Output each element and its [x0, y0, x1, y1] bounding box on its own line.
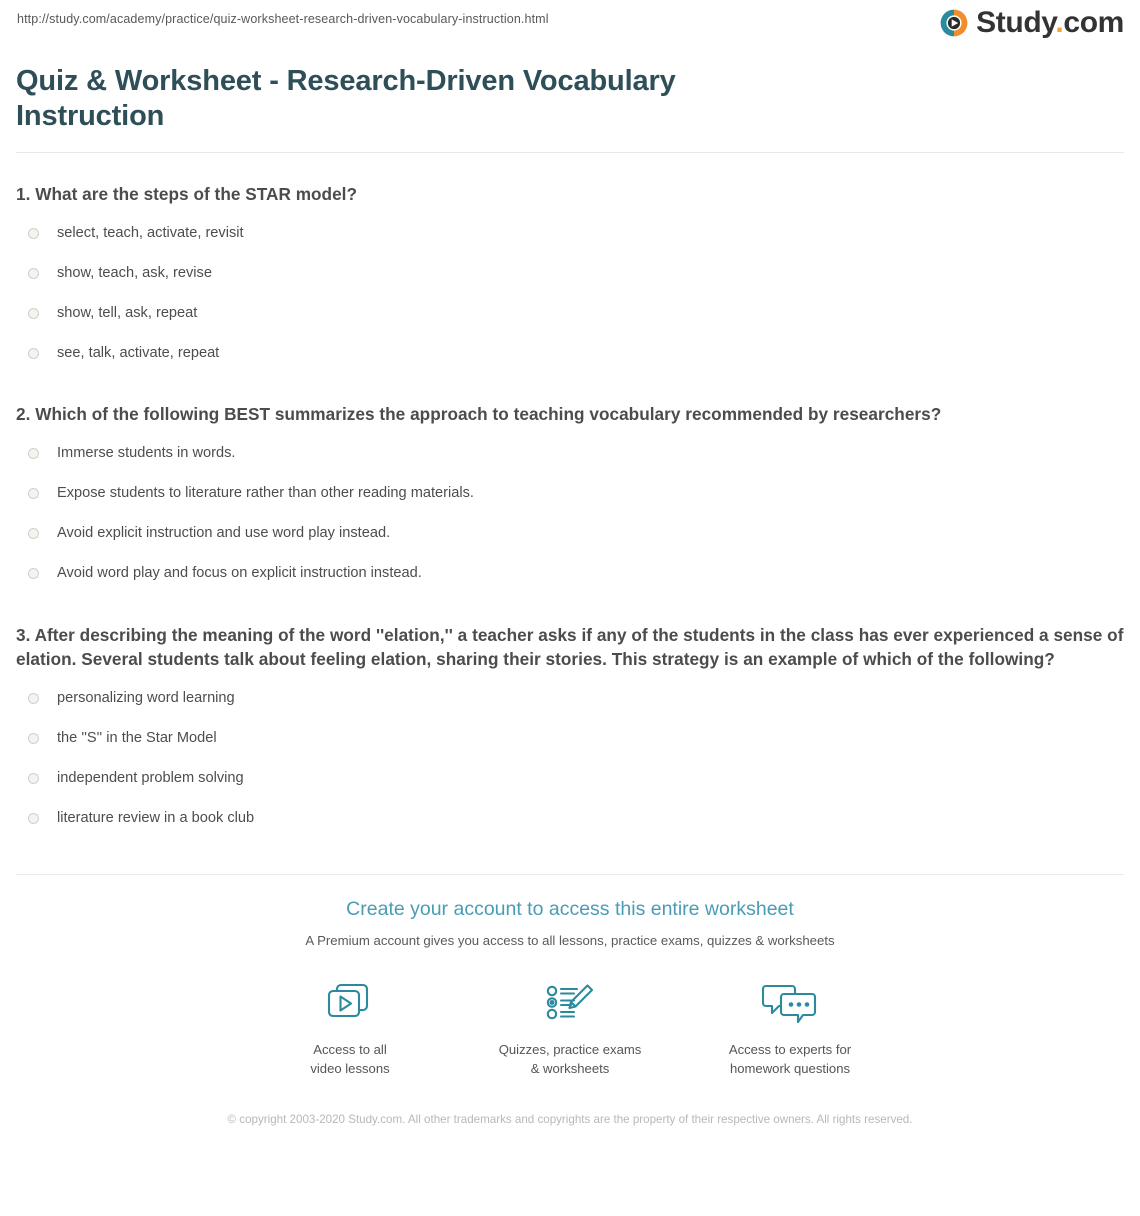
quiz-checklist-pencil-icon — [470, 975, 670, 1031]
chat-bubbles-icon — [690, 975, 890, 1031]
feature-label-line2: & worksheets — [530, 1060, 610, 1076]
logo-dot: . — [1055, 6, 1064, 39]
option-2-d[interactable] — [16, 554, 1124, 594]
cta-subheading: A Premium account gives you access to all lessons, practice exams, quizzes & worksheets — [305, 932, 835, 948]
question-3-text: 3. After describing the meaning of the word ''elation,'' a teacher asks if any of the students in the class has ever experienced a sense of elation. Several students talk about feeling elation, sharing their stories. This strategy is an example of which of the following? — [16, 624, 1124, 670]
option-1-b[interactable] — [16, 253, 1124, 293]
option-label: show, tell, ask, repeat — [57, 304, 198, 321]
feature-label-line1: Quizzes, practice exams — [498, 1041, 642, 1057]
radio-icon[interactable] — [28, 448, 39, 459]
option-1-d[interactable] — [16, 333, 1124, 373]
option-1-a[interactable] — [16, 213, 1124, 253]
radio-icon[interactable] — [28, 308, 39, 319]
option-label: show, teach, ask, revise — [57, 264, 212, 281]
option-3-c[interactable] — [16, 758, 1124, 798]
feature-quizzes — [470, 975, 670, 1078]
feature-label-line1: Access to all — [313, 1041, 387, 1057]
page-title-wrap — [0, 64, 1140, 135]
radio-icon[interactable] — [28, 568, 39, 579]
question-1-text: 1. What are the steps of the STAR model? — [16, 183, 358, 204]
option-2-b[interactable] — [16, 474, 1124, 514]
questions-list — [0, 182, 1140, 839]
option-label: Avoid explicit instruction and use word play instead. — [57, 525, 391, 542]
copyright-text: © copyright 2003-2020 Study.com. All other trademarks and copyrights are the property of their respective owners. All rights reserved. — [227, 1113, 913, 1127]
feature-label-line2: homework questions — [729, 1060, 851, 1076]
radio-icon[interactable] — [28, 813, 39, 824]
option-3-d[interactable] — [16, 798, 1124, 838]
study-com-logo[interactable] — [939, 8, 1124, 38]
question-2 — [16, 402, 1124, 593]
option-2-a[interactable] — [16, 434, 1124, 474]
option-label: independent problem solving — [57, 769, 244, 786]
logo-wordmark — [976, 8, 1124, 38]
option-label: Avoid word play and focus on explicit instruction instead. — [57, 565, 422, 582]
question-1-options — [16, 213, 1124, 373]
radio-icon[interactable] — [28, 268, 39, 279]
option-3-b[interactable] — [16, 718, 1124, 758]
option-2-c[interactable] — [16, 514, 1124, 554]
top-bar — [0, 0, 1140, 58]
page-title: Quiz & Worksheet - Research-Driven Vocabulary Instruction — [16, 65, 676, 133]
option-label: the ''S'' in the Star Model — [57, 729, 217, 746]
radio-icon[interactable] — [28, 488, 39, 499]
option-1-c[interactable] — [16, 293, 1124, 333]
option-3-a[interactable] — [16, 678, 1124, 718]
feature-label — [250, 1041, 450, 1078]
feature-experts — [690, 975, 890, 1078]
option-label: see, talk, activate, repeat — [57, 344, 220, 361]
question-2-text: 2. Which of the following BEST summarizes the approach to teaching vocabulary recommended by researchers? — [16, 404, 942, 425]
radio-icon[interactable] — [28, 348, 39, 359]
option-label: personalizing word learning — [57, 689, 235, 706]
feature-video-lessons — [250, 975, 450, 1078]
create-account-link[interactable]: Create your account to access this entire worksheet — [346, 898, 794, 921]
radio-icon[interactable] — [28, 528, 39, 539]
question-3-options — [16, 678, 1124, 838]
question-1 — [16, 182, 1124, 373]
logo-name: Study — [976, 6, 1056, 39]
feature-label — [690, 1041, 890, 1078]
question-3 — [16, 623, 1124, 839]
feature-label — [470, 1041, 670, 1078]
video-play-cards-icon — [250, 975, 450, 1031]
radio-icon[interactable] — [28, 773, 39, 784]
question-2-options — [16, 434, 1124, 594]
feature-label-line1: Access to experts for — [728, 1041, 852, 1057]
option-label: literature review in a book club — [57, 809, 255, 826]
option-label: Expose students to literature rather than other reading materials. — [57, 485, 474, 502]
radio-icon[interactable] — [28, 228, 39, 239]
radio-icon[interactable] — [28, 733, 39, 744]
page-url: http://study.com/academy/practice/quiz-worksheet-research-driven-vocabulary-instruction.html — [17, 12, 549, 26]
option-label: select, teach, activate, revisit — [57, 224, 244, 241]
logo-tld: com — [1063, 6, 1124, 39]
play-circle-icon — [939, 8, 969, 38]
feature-list — [250, 975, 890, 1078]
radio-icon[interactable] — [28, 693, 39, 704]
title-divider — [16, 152, 1124, 153]
option-label: Immerse students in words. — [57, 445, 236, 462]
feature-label-line2: video lessons — [310, 1060, 390, 1076]
cta-section — [0, 875, 1140, 1129]
